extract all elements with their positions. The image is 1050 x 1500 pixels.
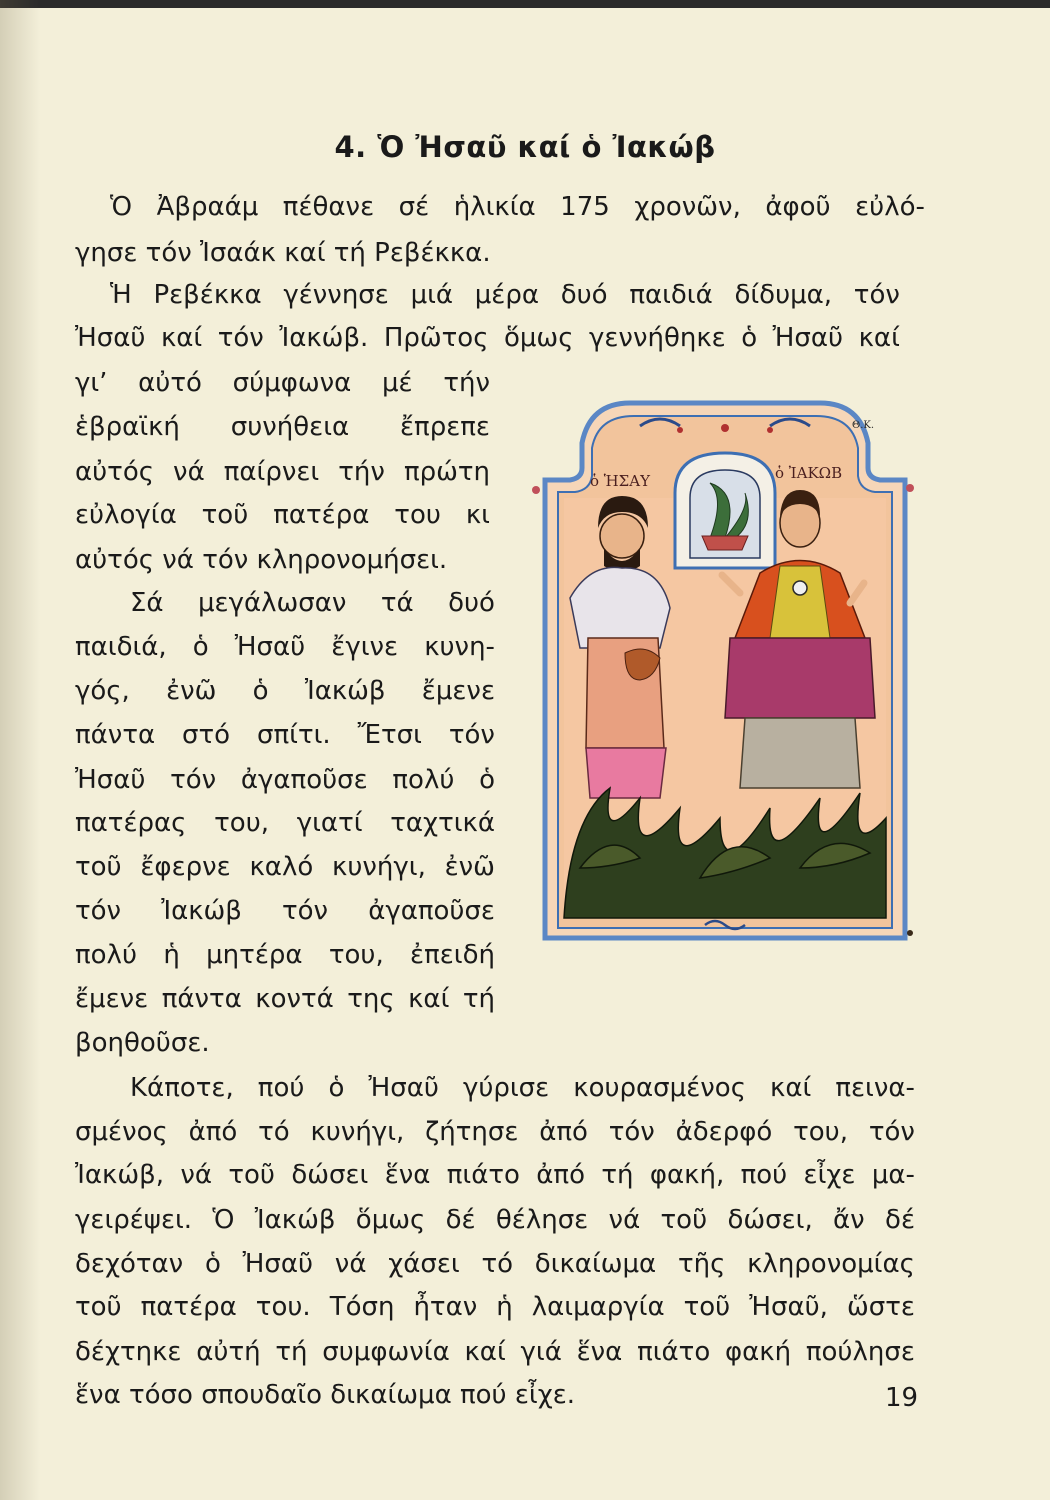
icon-corner-mark: Θ.Κ. bbox=[852, 420, 875, 431]
body-text-line: αὐτός νά παίρνει τήν πρώτη bbox=[75, 457, 490, 487]
body-text-line: γησε τόν Ἰσαάκ καί τή Ρεβέκκα. bbox=[75, 238, 491, 268]
body-text-line: τόν Ἰακώβ τόν ἀγαποῦσε bbox=[75, 896, 495, 926]
body-text-line: ἔμενε πάντα κοντά της καί τή bbox=[75, 984, 495, 1014]
body-text-line: εὐλογία τοῦ πατέρα του κι bbox=[75, 500, 490, 530]
body-text-line: Ἠσαῦ τόν ἀγαποῦσε πολύ ὁ bbox=[75, 765, 495, 795]
body-text-line: ἕνα τόσο σπουδαῖο δικαίωμα πού εἶχε. bbox=[75, 1380, 576, 1410]
body-text-line: δεχόταν ὁ Ἠσαῦ νά χάσει τό δικαίωμα τῆς κληρονομίας bbox=[75, 1249, 915, 1279]
body-text-line: πατέρας του, γιατί ταχτικά bbox=[75, 808, 495, 838]
lesson-title: 4. Ὁ Ἠσαῦ καί ὁ Ἰακώβ bbox=[334, 130, 716, 164]
body-text-line: βοηθοῦσε. bbox=[75, 1028, 210, 1058]
body-text-line: Κάποτε, πού ὁ Ἠσαῦ γύρισε κουρασμένος καί πεινα- bbox=[130, 1073, 915, 1103]
icon-label-jacob: ὁ ἸΑΚΩΒ bbox=[775, 464, 843, 482]
body-text-line: Ἡ Ρεβέκκα γέννησε μιά μέρα δυό παιδιά δίδυμα, τόν bbox=[110, 280, 900, 310]
body-text-line: δέχτηκε αὐτή τή συμφωνία καί γιά ἕνα πιάτο φακή πούλησε bbox=[75, 1337, 915, 1367]
body-text-line: πολύ ἡ μητέρα του, ἐπειδή bbox=[75, 940, 495, 970]
body-text-line: ἑβραϊκή συνήθεια ἔπρεπε bbox=[75, 412, 490, 442]
scan-top-edge bbox=[0, 0, 1050, 8]
body-text-line: παιδιά, ὁ Ἠσαῦ ἔγινε κυνη- bbox=[75, 632, 495, 662]
body-text-line: αὐτός νά τόν κληρονομήσει. bbox=[75, 545, 448, 575]
body-text-line: σμένος ἀπό τό κυνήγι, ζήτησε ἀπό τόν ἀδερφό του, τόν bbox=[75, 1117, 915, 1147]
page-number: 19 bbox=[885, 1383, 919, 1413]
page-binding-shadow bbox=[0, 0, 40, 1500]
body-text-line: γι’ αὐτό σύμφωνα μέ τήν bbox=[75, 368, 490, 398]
body-text-line: τοῦ ἔφερνε καλό κυνήγι, ἐνῶ bbox=[75, 852, 495, 882]
esau-jacob-icon bbox=[530, 398, 920, 943]
body-text-line: Σά μεγάλωσαν τά δυό bbox=[130, 588, 495, 618]
body-text-line: γός, ἐνῶ ὁ Ἰακώβ ἔμενε bbox=[75, 676, 495, 706]
body-text-line: τοῦ πατέρα του. Τόση ἦταν ἡ λαιμαργία τοῦ Ἠσαῦ, ὥστε bbox=[75, 1292, 915, 1322]
body-text-line: πάντα στό σπίτι. Ἔτσι τόν bbox=[75, 720, 495, 750]
icon-label-esau: ὁ ἩΣΑΥ bbox=[590, 472, 651, 490]
body-text-line: Ἠσαῦ καί τόν Ἰακώβ. Πρῶτος ὅμως γεννήθηκε ὁ Ἠσαῦ καί bbox=[75, 323, 900, 353]
body-text-line: Ὁ Ἀβραάμ πέθανε σέ ἡλικία 175 χρονῶν, ἀφοῦ εὐλό- bbox=[110, 192, 925, 222]
body-text-line: γειρέψει. Ὁ Ἰακώβ ὅμως δέ θέλησε νά τοῦ δώσει, ἄν δέ bbox=[75, 1205, 915, 1235]
body-text-line: Ἰακώβ, νά τοῦ δώσει ἕνα πιάτο ἀπό τή φακή, πού εἶχε μα- bbox=[75, 1160, 915, 1190]
